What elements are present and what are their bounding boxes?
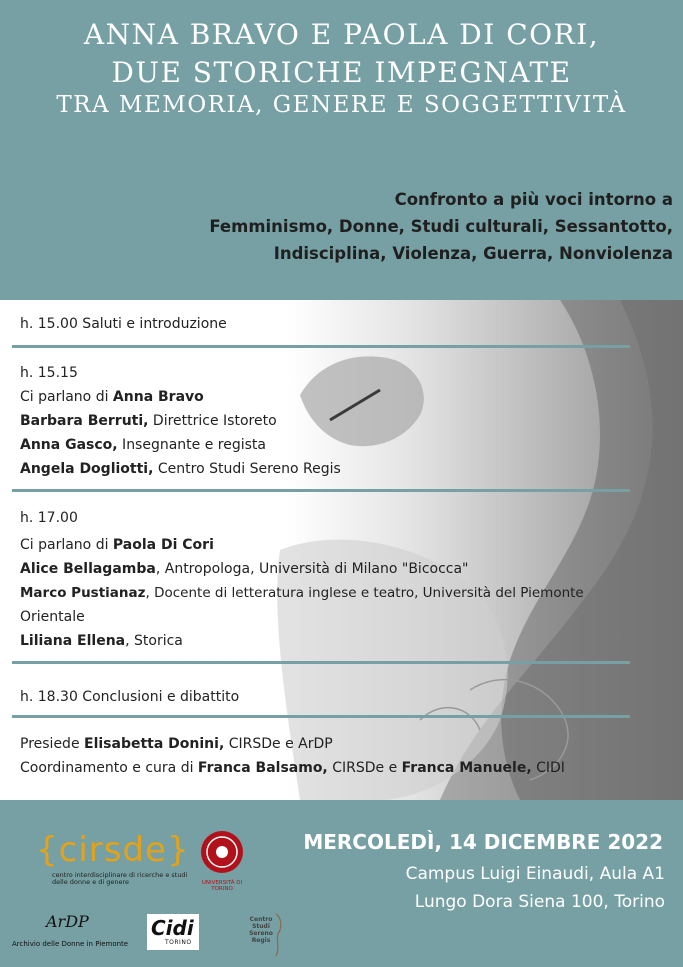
unito-text: UNIVERSITÀ DI TORINO	[201, 880, 243, 892]
speaker-role: Centro Studi Sereno Regis	[153, 461, 341, 477]
speaker-role: Direttrice Istoreto	[148, 413, 277, 429]
ardp-text: Archivio delle Donne in Piemonte	[12, 940, 129, 948]
session-3-intro	[20, 537, 214, 553]
topics-line-1: Confronto a più voci intorno a	[394, 190, 673, 209]
speaker-row	[20, 585, 584, 601]
speaker-role: , Docente di letteratura inglese e teatro, Università del Piemonte	[145, 585, 584, 601]
speaker-row	[20, 633, 183, 649]
credit-text: Presiede	[20, 736, 85, 752]
credit-name: Elisabetta Donini,	[84, 736, 225, 752]
sereno-regis-text: Centro Studi Sereno Regis	[249, 916, 273, 944]
speaker-name: Angela Dogliotti,	[20, 461, 154, 477]
event-date: MERCOLEDÌ, 14 DICEMBRE 2022	[303, 830, 663, 854]
header-banner	[0, 0, 683, 300]
subject-name: Paola Di Cori	[112, 537, 214, 553]
speaker-name: Liliana Ellena	[20, 633, 126, 649]
speaker-name: Barbara Berruti,	[20, 413, 149, 429]
credit-name: Franca Balsamo,	[197, 760, 328, 776]
intro-text: Ci parlano di	[20, 537, 113, 553]
cidi-logo	[147, 914, 199, 950]
sereno-regis-figure-icon	[246, 908, 286, 958]
credit-text: CIDI	[531, 760, 565, 776]
speaker-role: Orientale	[20, 609, 85, 625]
speaker-name: Anna Gasco,	[20, 437, 118, 453]
speaker-row-continued	[20, 609, 85, 625]
credit-name: Franca Manuele,	[401, 760, 532, 776]
session-2-intro	[20, 389, 204, 405]
chair-credit	[20, 736, 333, 752]
speaker-role: , Storica	[125, 633, 183, 649]
separator-3	[12, 661, 630, 664]
session-2-time: h. 15.15	[20, 365, 78, 381]
coordination-credit	[20, 760, 565, 776]
speaker-name: Alice Bellagamba	[20, 561, 156, 577]
cidi-wordmark: Cidi	[151, 916, 194, 940]
ardp-logo	[12, 912, 142, 952]
speaker-row	[20, 461, 341, 477]
speaker-row	[20, 561, 469, 577]
separator-2	[12, 489, 630, 492]
separator-1	[12, 345, 630, 348]
unito-logo	[198, 828, 246, 892]
event-address: Lungo Dora Siena 100, Torino	[414, 892, 665, 912]
speaker-role: Insegnante e regista	[117, 437, 266, 453]
speaker-role: , Antropologa, Università di Milano "Bicocca"	[155, 561, 469, 577]
credit-text: CIRSDe e ArDP	[224, 736, 333, 752]
topics-line-2: Femminismo, Donne, Studi culturali, Sessantotto,	[209, 217, 673, 236]
cirsde-subtitle: centro interdisciplinare di ricerche e studi delle donne e di genere	[52, 871, 188, 886]
title-line-1: ANNA BRAVO E PAOLA DI CORI,	[83, 18, 600, 51]
unito-seal-icon	[198, 828, 246, 878]
session-3-time: h. 17.00	[20, 510, 78, 526]
sereno-regis-logo	[246, 908, 286, 958]
speaker-row	[20, 437, 266, 453]
title-line-2: DUE STORICHE IMPEGNATE	[111, 56, 572, 89]
cidi-subtitle: TORINO	[165, 939, 192, 946]
topics-line-3: Indisciplina, Violenza, Guerra, Nonviolenza	[273, 244, 673, 263]
speaker-name: Marco Pustianaz	[20, 585, 146, 601]
session-4-heading: h. 18.30 Conclusioni e dibattito	[20, 689, 240, 705]
footer-banner	[0, 800, 683, 967]
intro-text: Ci parlano di	[20, 389, 113, 405]
ardp-mark: ArDP	[46, 912, 89, 931]
title-line-3: TRA MEMORIA, GENERE E SOGGETTIVITÀ	[56, 92, 627, 118]
session-1-heading: h. 15.00 Saluti e introduzione	[20, 316, 227, 332]
speaker-row	[20, 413, 277, 429]
subject-name: Anna Bravo	[112, 389, 204, 405]
credit-text: Coordinamento e cura di	[20, 760, 198, 776]
program-section	[0, 300, 683, 800]
credit-text: CIRSDe e	[327, 760, 402, 776]
topics-block	[209, 186, 673, 267]
cirsde-wordmark: {cirsde}	[36, 830, 190, 870]
separator-4	[12, 715, 630, 718]
event-venue: Campus Luigi Einaudi, Aula A1	[405, 864, 665, 884]
cirsde-logo	[36, 830, 196, 890]
